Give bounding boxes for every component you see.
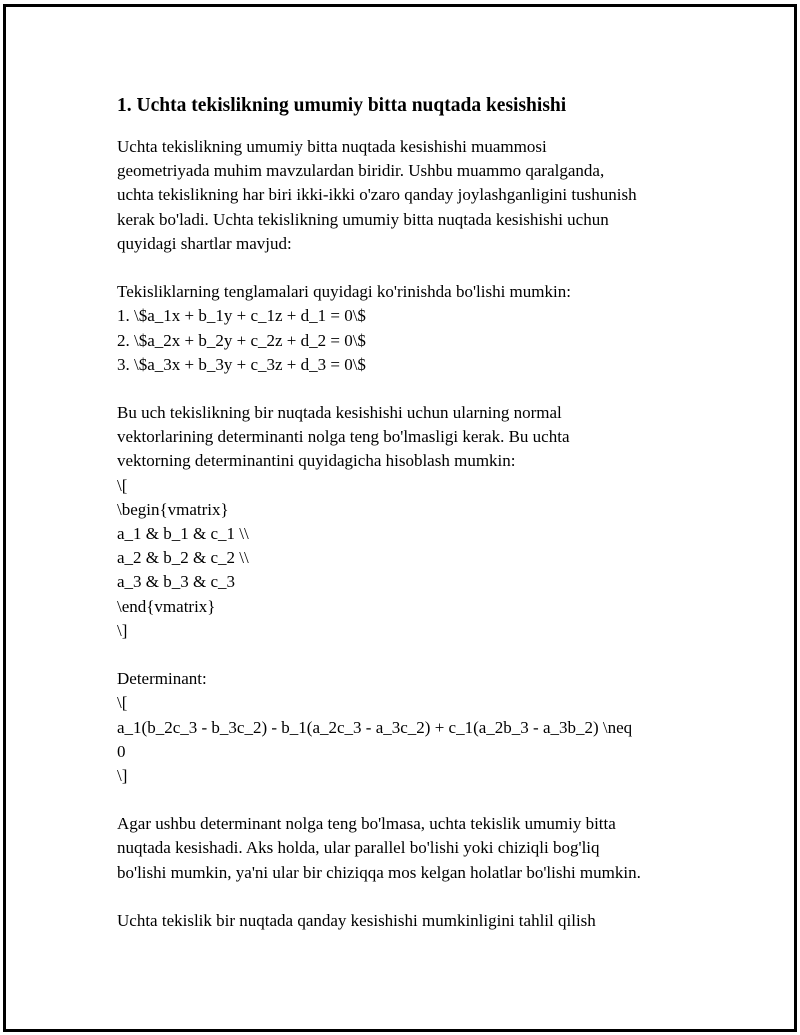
text-line: Uchta tekislik bir nuqtada qanday kesishishi mumkinligini tahlil qilish xyxy=(117,911,596,930)
text-line: uchta tekislikning har biri ikki-ikki o'zaro qanday joylashganligini tushunish xyxy=(117,185,637,205)
document-body xyxy=(117,92,707,933)
text-line: kerak bo'ladi. Uchta tekislikning umumiy bitta nuqtada kesishishi uchun xyxy=(117,209,609,229)
text-line: Determinant: xyxy=(117,669,207,689)
latex-line: a_1 & b_1 & c_1 \\ xyxy=(117,524,249,543)
text-line: nuqtada kesishadi. Aks holda, ular parallel bo'lishi yoki chiziqli bog'liq xyxy=(117,838,600,858)
latex-line: 0 xyxy=(117,741,126,761)
latex-line: \] xyxy=(117,765,128,785)
text-line: Tekisliklarning tenglamalari quyidagi ko'rinishda bo'lishi mumkin: xyxy=(117,282,571,302)
analysis-paragraph xyxy=(117,909,707,933)
paragraph-spacer xyxy=(117,643,707,667)
latex-line: \[ xyxy=(117,693,128,713)
text-line: vektorning determinantini quyidagicha hisoblash mumkin: xyxy=(117,451,516,471)
paragraph-spacer xyxy=(117,377,707,401)
equations-block xyxy=(117,280,707,377)
text-line: bo'lishi mumkin, ya'ni ular bir chiziqqa mos kelgan holatlar bo'lishi mumkin. xyxy=(117,862,641,882)
text-line: geometriyada muhim mavzulardan biridir. Ushbu muammo qaralganda, xyxy=(117,161,605,181)
paragraph-spacer xyxy=(117,885,707,909)
equation-line: 2. \$a_2x + b_2y + c_2z + d_2 = 0\$ xyxy=(117,330,366,350)
determinant-block xyxy=(117,667,707,788)
paragraph-spacer xyxy=(117,788,707,812)
latex-line: a_1(b_2c_3 - b_3c_2) - b_1(a_2c_3 - a_3c_2) + c_1(a_2b_3 - a_3b_2) \neq xyxy=(117,717,633,737)
latex-line: \] xyxy=(117,620,128,640)
latex-line: \begin{vmatrix} xyxy=(117,499,229,519)
latex-line: \end{vmatrix} xyxy=(117,596,216,616)
section-heading: 1. Uchta tekislikning umumiy bitta nuqtada kesishishi xyxy=(117,95,567,116)
latex-line: \[ xyxy=(117,475,128,495)
latex-line: a_2 & b_2 & c_2 \\ xyxy=(117,548,249,568)
text-line: Bu uch tekislikning bir nuqtada kesishishi uchun ularning normal xyxy=(117,403,562,423)
text-line: quyidagi shartlar mavjud: xyxy=(117,233,292,253)
normal-vectors-paragraph xyxy=(117,401,707,643)
text-line: Agar ushbu determinant nolga teng bo'lmasa, uchta tekislik umumiy bitta xyxy=(117,814,616,834)
equation-line: 3. \$a_3x + b_3y + c_3z + d_3 = 0\$ xyxy=(117,354,366,374)
paragraph-spacer xyxy=(117,256,707,280)
text-line: vektorlarining determinanti nolga teng bo'lmasligi kerak. Bu uchta xyxy=(117,427,570,447)
equation-line: 1. \$a_1x + b_1y + c_1z + d_1 = 0\$ xyxy=(117,306,366,326)
text-line: Uchta tekislikning umumiy bitta nuqtada kesishishi muammosi xyxy=(117,137,547,156)
latex-line: a_3 & b_3 & c_3 xyxy=(117,572,236,592)
conclusion-paragraph xyxy=(117,812,707,885)
intro-paragraph xyxy=(117,135,707,256)
